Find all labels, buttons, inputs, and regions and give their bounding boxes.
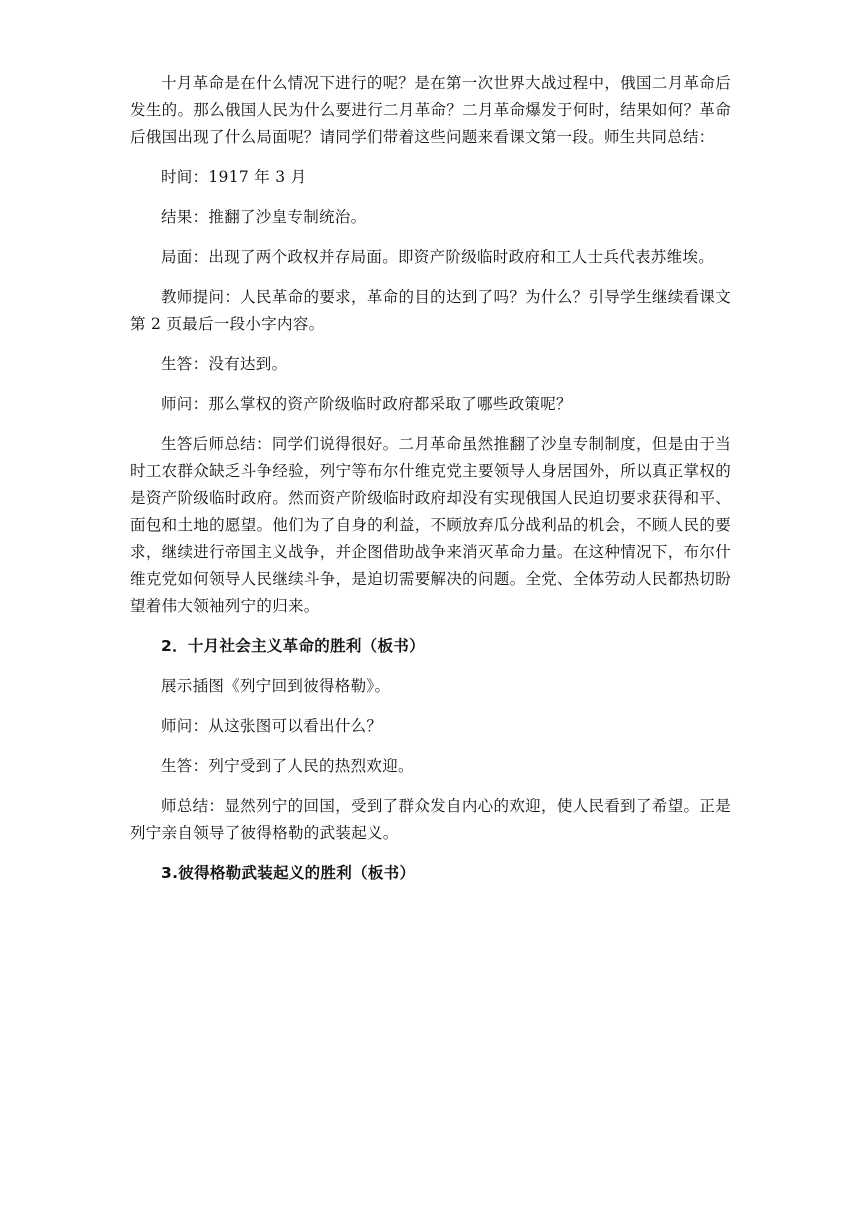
document-page [130, 70, 731, 887]
paragraph-student-answer-welcome: 生答：列宁受到了人民的热烈欢迎。 [161, 757, 414, 775]
paragraph-teacher-question: 教师提问：人民革命的要求，革命的目的达到了吗？为什么？引导学生继续看课文第 2 页最后一段小字内容。 [130, 288, 731, 333]
paragraph-teacher-conclusion: 师总结：显然列宁的回国，受到了群众发自内心的欢迎，使人民看到了希望。正是列宁亲自领导了彼得格勒的武装起义。 [130, 797, 731, 842]
paragraph-situation: 局面：出现了两个政权并存局面。即资产阶级临时政府和工人士兵代表苏维埃。 [161, 248, 715, 266]
paragraph-result: 结果：推翻了沙皇专制统治。 [161, 208, 367, 226]
paragraph-teacher-question-policies: 师问：那么掌权的资产阶级临时政府都采取了哪些政策呢？ [161, 395, 572, 413]
section-heading-petrograd-uprising: 3.彼得格勒武装起义的胜利（板书） [161, 864, 416, 882]
paragraph-show-illustration: 展示插图《列宁回到彼得格勒》。 [161, 677, 391, 695]
paragraph-student-answer: 生答：没有达到。 [161, 355, 288, 373]
section-heading-october-revolution: 2．十月社会主义革命的胜利（板书） [161, 637, 425, 655]
paragraph-intro-question: 十月革命是在什么情况下进行的呢？是在第一次世界大战过程中，俄国二月革命后发生的。那么俄国人民为什么要进行二月革命？二月革命爆发于何时，结果如何？革命后俄国出现了什么局面呢？请同学们带着这些问题来看课文第一段。师生共同总结： [130, 74, 731, 146]
paragraph-teacher-question-picture: 师问：从这张图可以看出什么？ [161, 717, 383, 735]
paragraph-time: 时间：1917 年 3 月 [161, 168, 307, 186]
paragraph-teacher-summary: 生答后师总结：同学们说得很好。二月革命虽然推翻了沙皇专制制度，但是由于当时工农群众缺乏斗争经验，列宁等布尔什维克党主要领导人身居国外，所以真正掌权的是资产阶级临时政府。然而资产阶级临时政府却没有实现俄国人民迫切要求获得和平、面包和土地的愿望。他们为了自身的利益，不顾放弃瓜分战利品的机会，不顾人民的要求，继续进行帝国主义战争，并企图借助战争来消灭革命力量。在这种情况下，布尔什维克党如何领导人民继续斗争，是迫切需要解决的问题。全党、全体劳动人民都热切盼望着伟大领袖列宁的归来。 [130, 435, 731, 615]
